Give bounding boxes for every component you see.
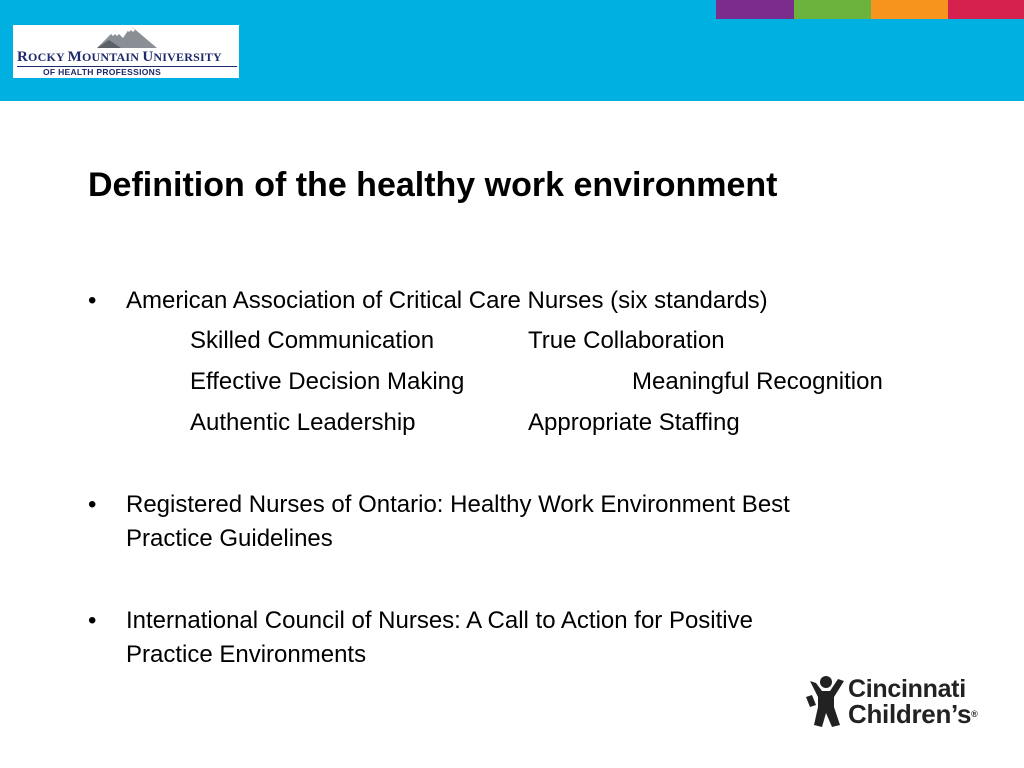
bullet-icon: •: [88, 607, 97, 634]
registered-mark: ®: [971, 709, 978, 719]
mountain-icon: [97, 26, 157, 48]
university-name: ROCKY MOUNTAIN UNIVERSITY: [17, 49, 222, 65]
standard-item: True Collaboration: [528, 327, 725, 354]
logo-line-1: Cincinnati: [848, 675, 966, 703]
accent-strip-orange: [871, 0, 948, 19]
bullet-text-line2: Practice Guidelines: [126, 525, 333, 552]
standard-item: Appropriate Staffing: [528, 409, 740, 436]
accent-strip-red: [948, 0, 1024, 19]
standard-item: Meaningful Recognition: [632, 368, 883, 395]
bullet-text-line2: Practice Environments: [126, 641, 367, 668]
standard-item: Authentic Leadership: [190, 409, 416, 436]
university-subtitle: OF HEALTH PROFESSIONS: [43, 67, 162, 77]
slide-title: Definition of the healthy work environment: [88, 166, 778, 204]
child-figure-icon: [804, 675, 846, 729]
standard-item: Effective Decision Making: [190, 368, 465, 395]
bullet-text-line1: Registered Nurses of Ontario: Healthy Work Environment Best: [126, 491, 790, 518]
bullet-text-line1: International Council of Nurses: A Call to Action for Positive: [126, 607, 753, 634]
childrens-hospital-name: [848, 677, 978, 727]
cincinnati-childrens-logo: [804, 675, 994, 735]
bullet-icon: •: [88, 491, 97, 518]
bullet-text: American Association of Critical Care Nurses (six standards): [126, 287, 768, 314]
accent-strip-purple: [716, 0, 794, 19]
rocky-mountain-university-logo: [13, 25, 239, 78]
standard-item: Skilled Communication: [190, 327, 435, 354]
bullet-icon: •: [88, 287, 97, 314]
accent-strip-green: [794, 0, 871, 19]
logo-line-2: Children’s®: [848, 699, 978, 729]
